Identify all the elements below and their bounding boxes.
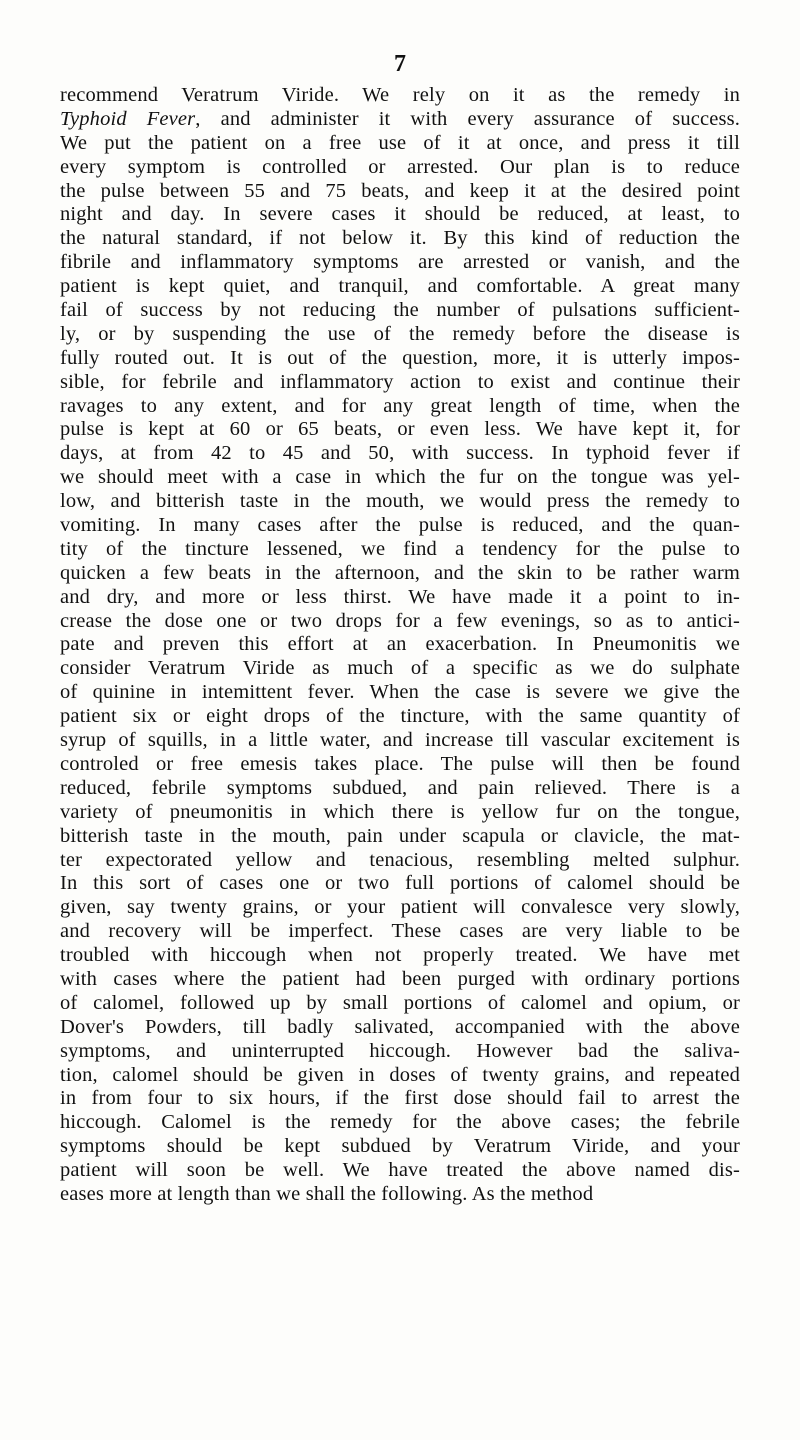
text-segment: vomiting. In many cases after the pulse is reduced, and the quan-: [60, 514, 740, 537]
text-segment: Dover's Powders, till badly salivated, accompanied with the above: [60, 1015, 740, 1038]
text-segment: pulse is kept at 60 or 65 beats, or even less. We have kept it, for: [60, 418, 740, 441]
text-line: [60, 1016, 740, 1040]
text-segment: eases more at length than we shall the following. As the method: [60, 1182, 594, 1205]
text-line: [60, 251, 740, 275]
text-line: [60, 705, 740, 729]
text-segment: ly, or by suspending the use of the remedy before the disease is: [60, 322, 740, 345]
text-segment: tion, calomel should be given in doses of twenty grains, and repeated: [60, 1063, 740, 1086]
text-line: [60, 1159, 740, 1183]
text-line: [60, 1135, 740, 1159]
text-line: [60, 203, 740, 227]
text-segment: consider Veratrum Viride as much of a specific as we do sulphate: [60, 657, 740, 680]
text-segment: crease the dose one or two drops for a few evenings, so as to antici-: [60, 609, 740, 632]
text-segment: quicken a few beats in the afternoon, and the skin to be rather warm: [60, 561, 740, 584]
text-segment: tity of the tincture lessened, we find a tendency for the pulse to: [60, 537, 740, 560]
text-segment: sible, for febrile and inflammatory action to exist and continue their: [60, 370, 740, 393]
text-line: [60, 514, 740, 538]
text-segment: in from four to six hours, if the first dose should fail to arrest the: [60, 1087, 740, 1110]
text-line: [60, 896, 740, 920]
text-segment: variety of pneumonitis in which there is yellow fur on the tongue,: [60, 800, 740, 823]
text-segment: fail of success by not reducing the number of pulsations sufficient-: [60, 299, 740, 322]
text-line: [60, 753, 740, 777]
text-segment: given, say twenty grains, or your patient will convalesce very slowly,: [60, 896, 740, 919]
text-segment: and dry, and more or less thirst. We have made it a point to in-: [60, 585, 740, 608]
page-number: 7: [394, 51, 406, 77]
text-line: [60, 633, 740, 657]
text-segment: low, and bitterish taste in the mouth, we would press the remedy to: [60, 490, 740, 513]
text-segment: We put the patient on a free use of it at once, and press it till: [60, 131, 740, 154]
text-line: [60, 1064, 740, 1088]
text-line: [60, 108, 740, 132]
body-text: [60, 84, 740, 1207]
text-line: [60, 371, 740, 395]
text-line: [60, 442, 740, 466]
text-line: [60, 490, 740, 514]
text-segment: pate and preven this effort at an exacerbation. In Pneumonitis we: [60, 633, 740, 656]
text-line: [60, 586, 740, 610]
text-segment: fully routed out. It is out of the question, more, it is utterly impos-: [60, 346, 740, 369]
text-segment: bitterish taste in the mouth, pain under scapula or clavicle, the mat-: [60, 824, 740, 847]
text-line: [60, 801, 740, 825]
text-line: [60, 729, 740, 753]
text-segment: we should meet with a case in which the fur on the tongue was yel-: [60, 466, 740, 489]
text-segment: syrup of squills, in a little water, and increase till vascular excitement is: [60, 729, 740, 752]
text-line: [60, 84, 740, 108]
text-line: [60, 156, 740, 180]
text-segment: the pulse between 55 and 75 beats, and keep it at the desired point: [60, 179, 740, 202]
text-line: [60, 944, 740, 968]
text-segment: symptoms should be kept subdued by Veratrum Viride, and your: [60, 1135, 740, 1158]
text-line: [60, 849, 740, 873]
text-line: [60, 1183, 740, 1207]
text-segment: recommend Veratrum Viride. We rely on it as the remedy in: [60, 84, 740, 106]
text-segment: , and administer it with every assurance of success.: [195, 107, 741, 130]
text-segment: every symptom is controlled or arrested. Our plan is to reduce: [60, 155, 740, 178]
text-segment: patient will soon be well. We have treated the above named dis-: [60, 1159, 740, 1182]
text-line: [60, 323, 740, 347]
text-segment: troubled with hiccough when not properly treated. We have met: [60, 944, 740, 967]
text-segment: of calomel, followed up by small portions of calomel and opium, or: [60, 991, 740, 1014]
text-segment: hiccough. Calomel is the remedy for the above cases; the febrile: [60, 1111, 740, 1134]
italic-text: Typhoid Fever: [60, 107, 196, 130]
text-line: [60, 299, 740, 323]
text-line: [60, 872, 740, 896]
text-segment: patient is kept quiet, and tranquil, and comfortable. A great many: [60, 275, 740, 298]
text-segment: ravages to any extent, and for any great length of time, when the: [60, 394, 740, 417]
text-line: [60, 395, 740, 419]
text-segment: night and day. In severe cases it should be reduced, at least, to: [60, 203, 740, 226]
text-line: [60, 227, 740, 251]
text-line: [60, 1040, 740, 1064]
text-line: [60, 275, 740, 299]
text-segment: controled or free emesis takes place. The pulse will then be found: [60, 752, 740, 775]
text-line: [60, 681, 740, 705]
text-line: [60, 1111, 740, 1135]
text-line: [60, 466, 740, 490]
text-segment: ter expectorated yellow and tenacious, resembling melted sulphur.: [60, 848, 740, 871]
text-segment: reduced, febrile symptoms subdued, and pain relieved. There is a: [60, 776, 740, 799]
text-line: [60, 968, 740, 992]
text-line: [60, 132, 740, 156]
text-line: [60, 1087, 740, 1111]
text-line: [60, 992, 740, 1016]
text-segment: In this sort of cases one or two full portions of calomel should be: [60, 872, 740, 895]
text-line: [60, 538, 740, 562]
text-segment: and recovery will be imperfect. These cases are very liable to be: [60, 920, 740, 943]
text-segment: symptoms, and uninterrupted hiccough. However bad the saliva-: [60, 1039, 740, 1062]
text-line: [60, 562, 740, 586]
text-line: [60, 825, 740, 849]
text-line: [60, 610, 740, 634]
text-line: [60, 777, 740, 801]
text-segment: the natural standard, if not below it. By this kind of reduction the: [60, 227, 740, 250]
text-line: [60, 347, 740, 371]
text-line: [60, 180, 740, 204]
text-line: [60, 418, 740, 442]
text-segment: with cases where the patient had been purged with ordinary portions: [60, 967, 740, 990]
text-segment: days, at from 42 to 45 and 50, with success. In typhoid fever if: [60, 442, 740, 465]
text-line: [60, 657, 740, 681]
text-segment: of quinine in intemittent fever. When the case is severe we give the: [60, 681, 740, 704]
text-line: [60, 920, 740, 944]
text-segment: patient six or eight drops of the tincture, with the same quantity of: [60, 705, 740, 728]
text-segment: fibrile and inflammatory symptoms are arrested or vanish, and the: [60, 251, 740, 274]
